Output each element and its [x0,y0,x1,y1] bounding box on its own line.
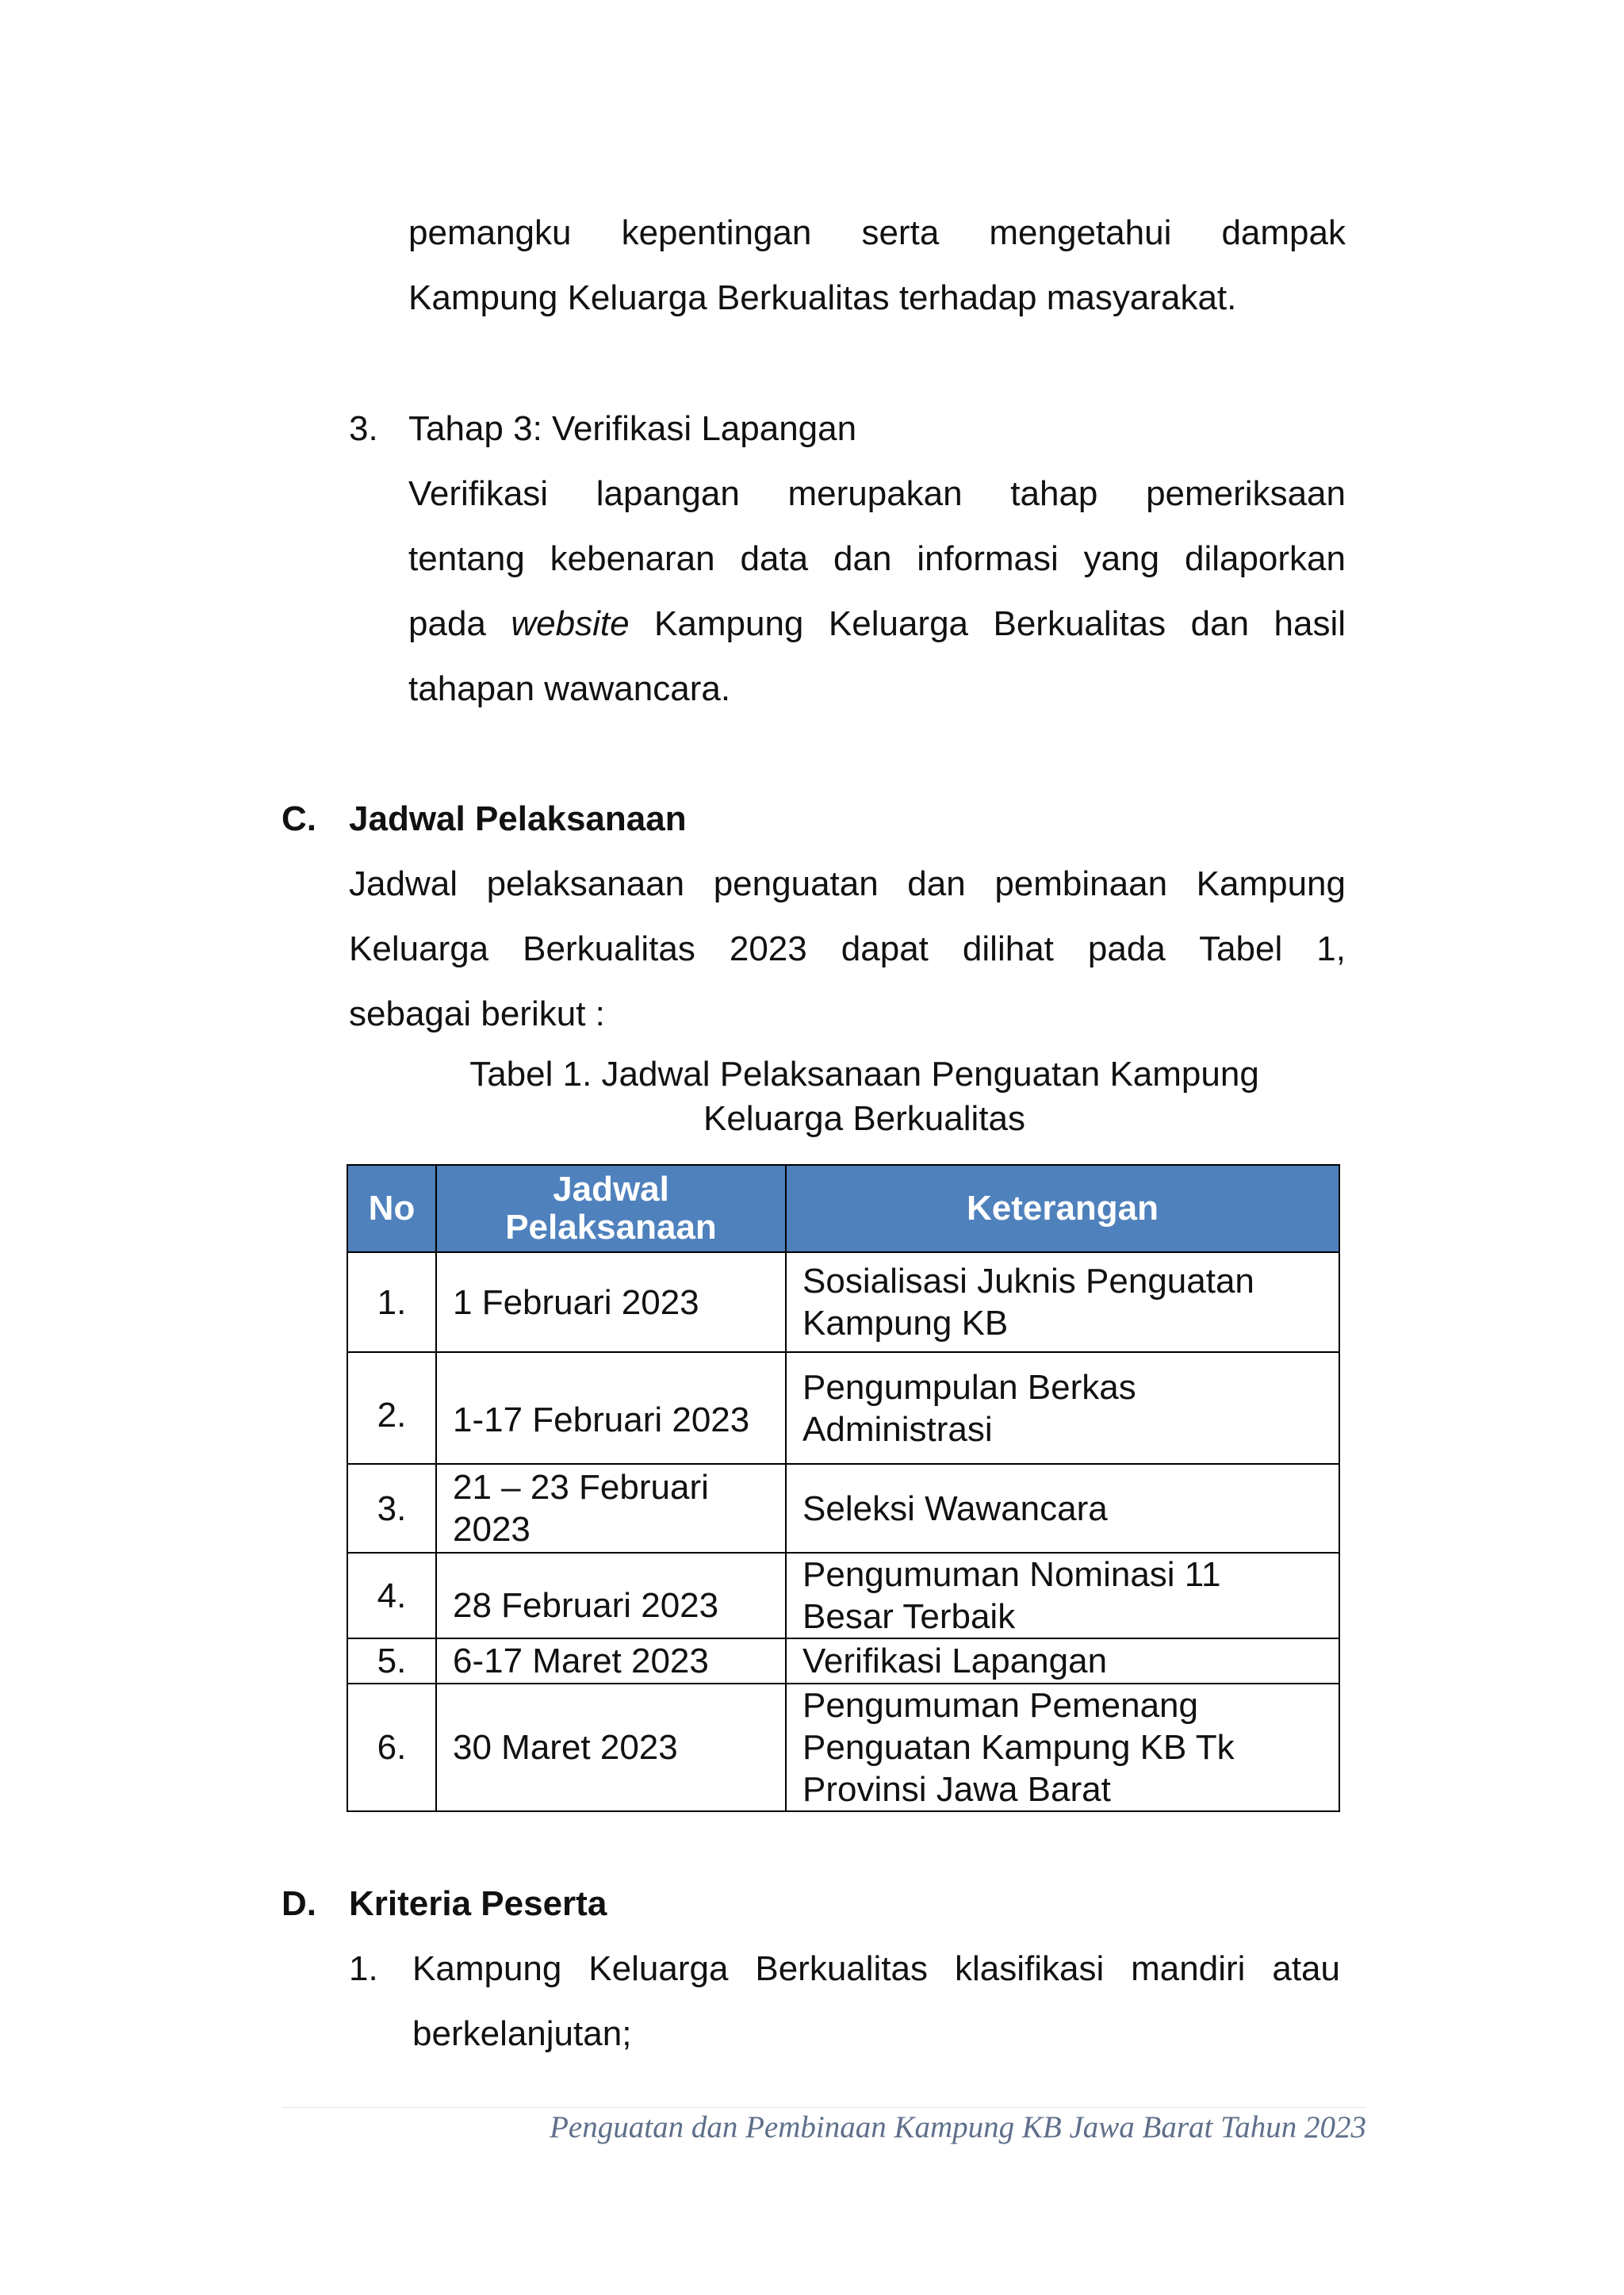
section-d-letter: D. [282,1884,316,1923]
row-keterangan-line: Pengumuman Pemenang [802,1686,1198,1725]
section-c-title: Jadwal Pelaksanaan [349,799,687,838]
row-no: 6. [347,1684,436,1811]
row-keterangan-line: Administrasi [802,1409,993,1449]
step3-line-3-em: website [511,604,630,643]
table-row [347,1638,1339,1684]
row-no: 3. [347,1464,436,1553]
row-keterangan [786,1352,1339,1464]
section-d-item1-number: 1. [349,1949,378,1988]
step3-line-2: tentang kebenaran data dan informasi yang dilaporkan [408,539,1346,578]
row-keterangan [786,1684,1339,1811]
row-jadwal: 1-17 Februari 2023 [436,1352,786,1464]
row-keterangan-line: Pengumuman Nominasi 11 [802,1555,1221,1594]
section-c-paragraph [349,852,1346,1047]
section-d-item1-line-1: Kampung Keluarga Berkualitas klasifikasi mandiri atau [412,1949,1340,1988]
table-row [347,1252,1339,1352]
row-jadwal: 1 Februari 2023 [436,1252,786,1352]
step3-number: 3. [349,409,378,448]
step3-line-4: tahapan wawancara. [408,669,731,708]
table-caption [349,1052,1380,1141]
row-keterangan-line: Provinsi Jawa Barat [802,1770,1111,1809]
section-d-item1-line-2: berkelanjutan; [412,2014,632,2053]
section-c-line-3: sebagai berikut : [349,994,605,1033]
header-keterangan: Keterangan [786,1165,1339,1252]
step3-paragraph [408,462,1346,722]
page-footer: Penguatan dan Pembinaan Kampung KB Jawa Barat Tahun 2023 [550,2110,1366,2144]
row-jadwal-line: 21 – 23 Februari [453,1468,709,1507]
row-keterangan-line: Besar Terbaik [802,1597,1016,1636]
intro-paragraph [408,201,1346,331]
section-c-line-1: Jadwal pelaksanaan penguatan dan pembinaan Kampung [349,864,1346,903]
intro-line-1: pemangku kepentingan serta mengetahui dampak [408,213,1346,252]
table-row [347,1352,1339,1464]
intro-line-2: Kampung Keluarga Berkualitas terhadap masyarakat. [408,278,1237,317]
table-row [347,1553,1339,1638]
section-d-title: Kriteria Peserta [349,1884,607,1923]
row-no: 4. [347,1553,436,1638]
table-caption-line-2: Keluarga Berkualitas [703,1099,1025,1138]
step3-line-3 [408,592,1346,657]
header-no: No [347,1165,436,1252]
row-jadwal: 30 Maret 2023 [436,1684,786,1811]
row-keterangan-line: Kampung KB [802,1304,1009,1343]
header-jadwal [436,1165,786,1252]
table-header-row [347,1165,1339,1252]
row-keterangan [786,1553,1339,1638]
header-jadwal-line-2: Pelaksanaan [505,1208,717,1247]
row-keterangan: Verifikasi Lapangan [786,1638,1339,1684]
row-jadwal: 6-17 Maret 2023 [436,1638,786,1684]
table-row [347,1684,1339,1811]
row-no: 5. [347,1638,436,1684]
row-keterangan [786,1252,1339,1352]
table-row [347,1464,1339,1553]
schedule-table [347,1164,1340,1812]
step3-line-1: Verifikasi lapangan merupakan tahap pemeriksaan [408,474,1346,513]
step3-title: Tahap 3: Verifikasi Lapangan [408,409,857,448]
row-jadwal: 28 Februari 2023 [436,1553,786,1638]
section-c-line-2: Keluarga Berkualitas 2023 dapat dilihat pada Tabel 1, [349,929,1346,968]
row-keterangan: Seleksi Wawancara [786,1464,1339,1553]
section-c-letter: C. [282,799,316,838]
row-jadwal [436,1464,786,1553]
row-no: 1. [347,1252,436,1352]
row-keterangan-line: Sosialisasi Juknis Penguatan [802,1262,1254,1301]
row-no: 2. [347,1352,436,1464]
section-d-item1-paragraph [412,1937,1340,2067]
row-jadwal-line: 2023 [453,1510,530,1549]
row-keterangan-line: Pengumpulan Berkas [802,1367,1136,1407]
table-caption-line-1: Tabel 1. Jadwal Pelaksanaan Penguatan Kampung [469,1055,1259,1094]
header-jadwal-line-1: Jadwal [553,1170,669,1209]
step3-line-3-pre: pada [408,604,511,643]
step3-line-3-post: Kampung Keluarga Berkualitas dan hasil [629,604,1346,643]
row-keterangan-line: Penguatan Kampung KB Tk [802,1728,1235,1767]
